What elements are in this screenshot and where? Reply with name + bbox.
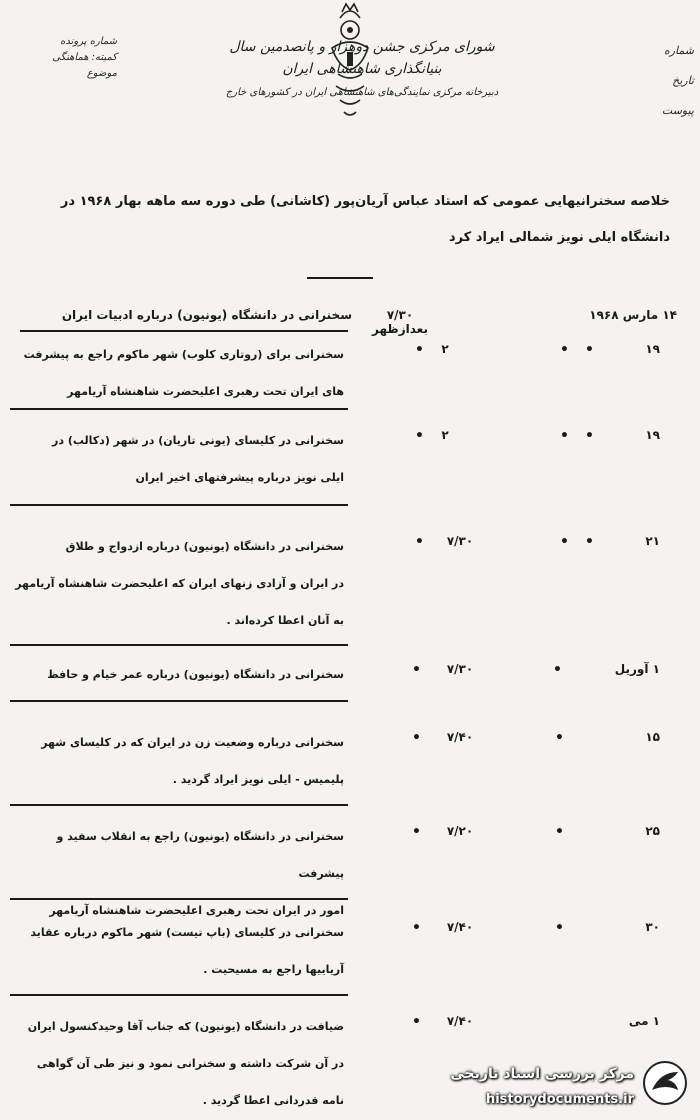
entry-line: سخنرانی درباره وضعیت زن در ایران که در کلیسای شهر — [41, 736, 344, 749]
lecture-entry — [0, 818, 700, 917]
entry-text — [14, 1008, 344, 1119]
entry-text — [14, 656, 344, 693]
ditto-mark: • — [585, 428, 594, 444]
entry-date: ۲۵ — [645, 824, 660, 838]
entry-line: در ایران و آزادی زنهای ایران که اعلیحضرت شاهنشاه آریامهر — [15, 577, 344, 590]
entry-date: ۲۱ — [645, 534, 660, 548]
entry-line: آریاییها راجع به مسیحیت . — [203, 963, 344, 976]
entry-date: ۳۰ — [645, 920, 660, 934]
ditto-mark: • — [415, 342, 424, 358]
entry-line: سخنرانی در دانشگاه (یونیون) راجع به انقلاب سفید و پیشرفت — [56, 830, 344, 880]
entry-date: ۱۹ — [645, 428, 660, 442]
archive-watermark — [408, 1054, 700, 1120]
header-topic: سخنرانی در دانشگاه (یونیون) درباره ادبیات ایران — [61, 308, 352, 322]
title-underline — [307, 277, 373, 279]
header-date: ۱۴ مارس ۱۹۶۸ — [589, 308, 677, 322]
ditto-mark: • — [560, 428, 569, 444]
ditto-mark: • — [555, 730, 564, 746]
archive-logo-icon — [642, 1060, 688, 1106]
ditto-mark: • — [412, 824, 421, 840]
entry-line: ایلی نویز درباره پیشرفتهای اخیر ایران — [135, 471, 344, 484]
lecture-entry — [0, 528, 700, 636]
letterhead-left-line: موضوع — [86, 68, 117, 79]
lecture-entry — [0, 336, 700, 406]
entry-date: ۱۹ — [645, 342, 660, 356]
entry-text — [14, 336, 344, 410]
letterhead-left-line: شماره پرونده — [60, 36, 117, 47]
entry-time: ۷/۴۰ — [446, 1014, 474, 1028]
ditto-mark: • — [412, 920, 421, 936]
entry-rule — [10, 898, 348, 900]
ditto-mark: • — [415, 428, 424, 444]
document-title: خلاصه سخنرانیهایی عمومی که استاد عباس آریان‌پور (کاشانی) طی دوره سه ماهه بهار ۱۹۶۸ در دانشگاه ایلی نویز شمالی ایراد کرد — [60, 194, 670, 245]
lecture-entry — [0, 422, 700, 496]
entry-rule — [10, 700, 348, 702]
watermark-url: historydocuments.ir — [485, 1092, 634, 1107]
ditto-mark: • — [412, 1014, 421, 1030]
entry-text — [14, 914, 344, 988]
entry-text — [14, 818, 344, 929]
entry-time: ۲ — [441, 428, 449, 442]
entry-line: سخنرانی برای (روتاری کلوب) شهر ماکوم راجع به پیشرفت — [23, 348, 344, 361]
lecture-entry — [0, 914, 700, 988]
letterhead-number-label: شماره — [663, 44, 694, 57]
entry-date: ۱۵ — [645, 730, 660, 744]
entry-line: سخنرانی در دانشگاه (یونیون) درباره ازدواج و طلاق — [65, 540, 344, 553]
ditto-mark: • — [585, 342, 594, 358]
entry-time: ۷/۴۰ — [446, 730, 474, 744]
letterhead-left-line: کمیته: هماهنگی — [52, 52, 117, 63]
letterhead-secretariat-name: دبیرخانه مرکزی نمایندگی‌های شاهنشاهی ایران در کشورهای خارج — [225, 87, 499, 98]
entry-date: ۱ آوریل — [614, 662, 660, 676]
letterhead-left-fields — [22, 34, 117, 82]
ditto-mark: • — [585, 534, 594, 550]
entry-time: ۲ — [441, 342, 449, 356]
entry-date: ۱ می — [628, 1014, 660, 1028]
entry-line: سخنرانی در کلیسای (یونی تاریان) در شهر (دکالب) در — [52, 434, 344, 447]
entry-line: ضیافت در دانشگاه (یونیون) که جناب آقا وحیدکنسول ایران — [27, 1020, 344, 1033]
entry-line: امور در ایران تحت رهبری اعلیحضرت شاهنشاه آریامهر — [49, 904, 344, 917]
ditto-mark: • — [553, 662, 562, 678]
letterhead-center — [212, 36, 512, 102]
letterhead-right-fields — [646, 36, 694, 126]
entry-line: نامه قدردانی اعطا گردید . — [202, 1094, 344, 1107]
entry-time: ۷/۴۰ — [446, 920, 474, 934]
entry-line: سخنرانی در دانشگاه (یونیون) درباره عمر خیام و حافظ — [47, 668, 344, 681]
ditto-mark: • — [555, 824, 564, 840]
entry-rule — [10, 994, 348, 996]
lecture-entry — [0, 724, 700, 798]
letterhead-date-label: تاریخ — [672, 74, 694, 87]
entry-line: به آنان اعطا کرده‌اند . — [226, 614, 344, 627]
ditto-mark: • — [415, 534, 424, 550]
entry-line: در آن شرکت داشته و سخنرانی نمود و نیز طی آن گواهی — [36, 1057, 344, 1070]
entry-line: سخنرانی در کلیسای (باپ تیست) شهر ماکوم درباره عقاید — [30, 926, 344, 939]
ditto-mark: • — [560, 534, 569, 550]
ditto-mark: • — [555, 920, 564, 936]
lecture-entry — [0, 656, 700, 696]
letterhead-attachment-label: پیوست — [661, 104, 694, 117]
watermark-title: مرکز بررسی اسناد تاریخی — [450, 1066, 634, 1082]
entry-rule — [10, 408, 348, 410]
entry-rule — [10, 504, 348, 506]
entry-rule — [10, 644, 348, 646]
letterhead-council-name: شورای مرکزی جشن دوهزار و پانصدمین سال بنیانگذاری شاهنشاهی ایران — [229, 39, 495, 77]
entry-text — [14, 724, 344, 798]
first-entry-header — [22, 304, 682, 336]
entry-time: ۷/۲۰ — [446, 824, 474, 838]
entry-line: های ایران تحت رهبری اعلیحضرت شاهنشاه آریامهر — [67, 385, 344, 398]
ditto-mark: • — [560, 342, 569, 358]
ditto-mark: • — [412, 730, 421, 746]
entry-line: پلیمیس - ایلی نویز ایراد گردید . — [172, 773, 344, 786]
entry-rule — [10, 804, 348, 806]
ditto-mark: • — [412, 662, 421, 678]
header-rule — [20, 330, 348, 332]
header-time: ۷/۳۰ بعدازظهر — [372, 308, 428, 336]
entry-time: ۷/۳۰ — [446, 534, 474, 548]
entry-time: ۷/۳۰ — [446, 662, 474, 676]
entry-text — [14, 422, 344, 496]
entry-text — [14, 528, 344, 639]
